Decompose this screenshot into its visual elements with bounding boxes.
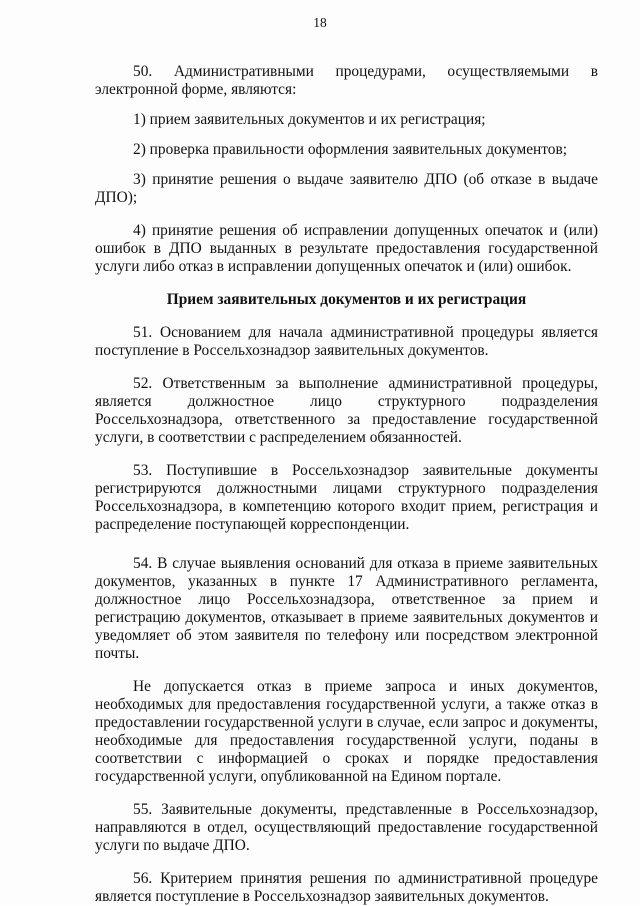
paragraph-54-continued: Не допускается отказ в приеме запроса и иных документов, необходимых для предоставления государственной услуги, а также отказ в предоставлении государственной услуги в случае, если запрос и документы, необходимые для предоставления государственной услуги, поданы в соответствии с информацией о сроках и порядке предоставления государственной услуги, опубликованной на Едином портале. <box>95 678 598 785</box>
section-heading: Прием заявительных документов и их регистрация <box>166 291 527 308</box>
paragraph-54: 54. В случае выявления оснований для отказа в приеме заявительных документов, указанных в пункте 17 Административного регламента, должностное лицо Россельхознадзора, ответственное за прием и регистрацию документов, отказывает в приеме заявительных документов и уведомляет об этом заявителя по телефону или посредством электронной почты. <box>95 555 598 662</box>
paragraph-53: 53. Поступившие в Россельхознадзор заявительные документы регистрируются должностными лицами структурного подразделения Россельхознадзора, в компетенцию которого входит прием, регистрация и распределение поступающей корреспонденции. <box>95 462 598 533</box>
paragraph-51: 51. Основанием для начала административной процедуры является поступление в Россельхознадзор заявительных документов. <box>95 324 598 359</box>
paragraph-50-item-4: 4) принятие решения об исправлении допущенных опечаток и (или) ошибок в ДПО выданных в результате предоставления государственной услуги либо отказ в исправлении допущенных опечаток и (или) ошибок. <box>95 222 598 275</box>
paragraph-50-item-2: 2) проверка правильности оформления заявительных документов; <box>133 141 568 158</box>
document-body <box>95 63 598 906</box>
paragraph-52: 52. Ответственным за выполнение административной процедуры, является должностное лицо структурного подразделения Россельхознадзора, ответственного за предоставление государственной услуги, в соответствии с распределением обязанностей. <box>95 375 598 446</box>
paragraph-55: 55. Заявительные документы, представленные в Россельхознадзор, направляются в отдел, осуществляющий предоставление государственной услуги по выдаче ДПО. <box>95 801 598 854</box>
page-number: 18 <box>313 15 327 30</box>
paragraph-50-item-1: 1) прием заявительных документов и их регистрация; <box>133 111 486 128</box>
paragraph-56: 56. Критерием принятия решения по административной процедуре является поступление в Россельхознадзор заявительных документов. <box>95 870 598 905</box>
paragraph-50-intro: 50. Административными процедурами, осуществляемыми в электронной форме, являются: <box>95 63 598 98</box>
paragraph-50-item-3: 3) принятие решения о выдаче заявителю ДПО (об отказе в выдаче ДПО); <box>95 171 598 206</box>
